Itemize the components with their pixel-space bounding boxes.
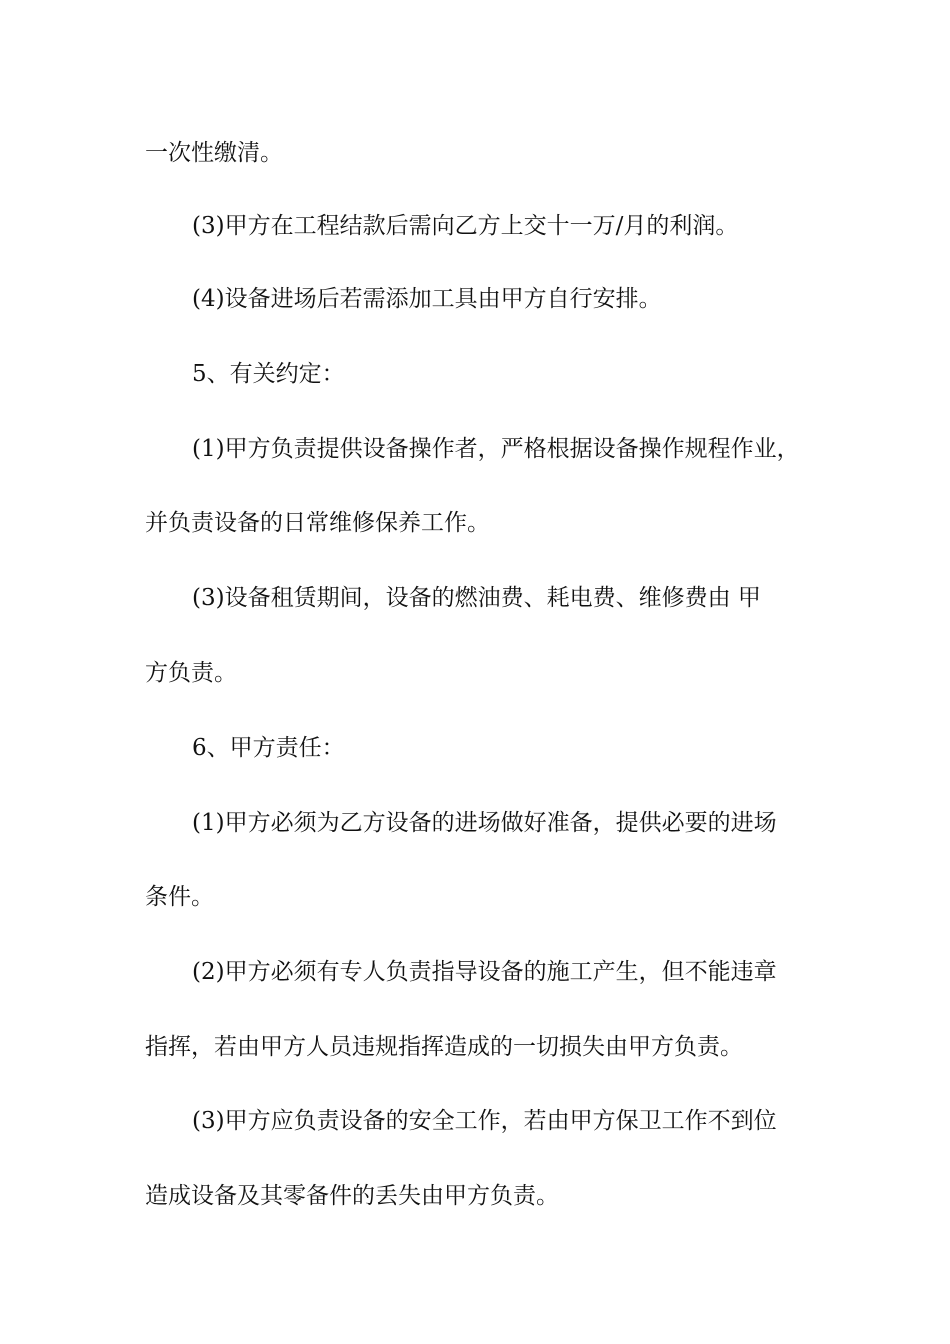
text-line-11: 条件。 [145,884,214,910]
text-line-5: (1)甲方负责提供设备操作者，严格根据设备操作规程作业， [192,436,800,462]
text-line-1: 一次性缴清。 [145,140,283,166]
text-line-15: 造成设备及其零备件的丢失由甲方负责。 [145,1183,559,1209]
text-line-10: (1)甲方必须为乙方设备的进场做好准备，提供必要的进场 [192,810,777,836]
section-heading-5: 5、有关约定： [192,361,345,387]
text-line-2: (3)甲方在工程结款后需向乙方上交十一万/月的利润。 [192,213,739,239]
text-line-13: 指挥，若由甲方人员违规指挥造成的一切损失由甲方负责。 [145,1034,743,1060]
text-line-12: (2)甲方必须有专人负责指导设备的施工产生，但不能违章 [192,959,777,985]
text-line-8: 方负责。 [145,660,237,686]
text-line-14: (3)甲方应负责设备的安全工作，若由甲方保卫工作不到位 [192,1108,777,1134]
text-line-3: (4)设备进场后若需添加工具由甲方自行安排。 [192,286,662,312]
text-line-6: 并负责设备的日常维修保养工作。 [145,510,490,536]
section-heading-6: 6、甲方责任： [192,735,345,761]
text-line-7: (3)设备租赁期间，设备的燃油费、耗电费、维修费由 甲 [192,585,761,611]
